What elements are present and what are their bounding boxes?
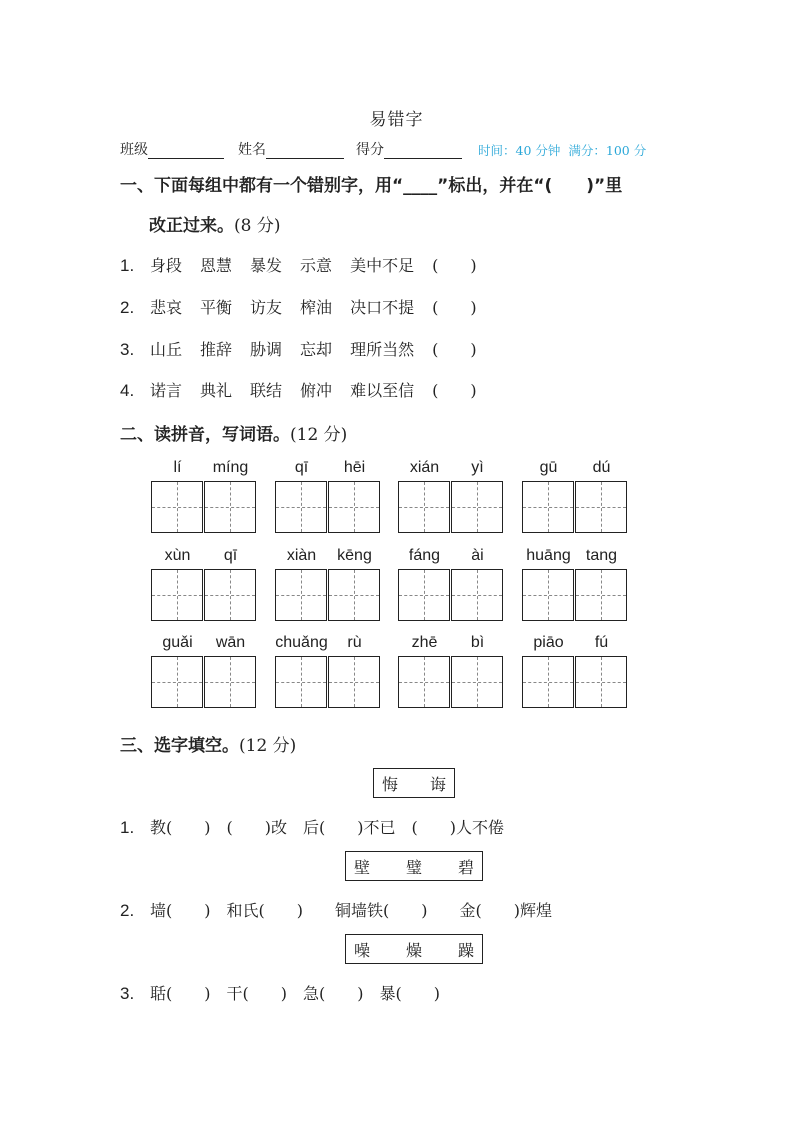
writing-cell[interactable] [328, 569, 380, 621]
pinyin-label: huāng [526, 547, 571, 564]
pinyin-label: hēi [343, 459, 366, 476]
writing-cell[interactable] [204, 656, 256, 708]
word[interactable]: 美中不足 [350, 256, 415, 275]
question-row [120, 253, 477, 276]
writing-cell[interactable] [275, 569, 327, 621]
writing-cell[interactable] [575, 481, 627, 533]
word[interactable]: 典礼 [200, 381, 233, 400]
answer-parentheses[interactable]: ( ) [432, 381, 477, 400]
pinyin-label: wān [215, 634, 246, 651]
pinyin-label: bì [470, 634, 485, 651]
item-number: 1. [120, 256, 135, 275]
pinyin-label: chuǎng [275, 634, 328, 651]
choice-char: 壁 [354, 857, 371, 877]
writing-cell[interactable] [522, 569, 574, 621]
word[interactable]: 难以至信 [350, 381, 415, 400]
student-info-bar [120, 139, 646, 159]
item-number: 4. [120, 381, 135, 400]
pinyin-label: tang [585, 547, 618, 564]
writing-cell[interactable] [522, 656, 574, 708]
section3-heading-text: 三、选字填空。 [120, 736, 239, 756]
writing-cell[interactable] [398, 656, 450, 708]
full-score-meta: 满分：100 分 [568, 143, 647, 158]
char-choice-box-1 [373, 768, 455, 798]
fill-line-3 [120, 981, 440, 1004]
word[interactable]: 诺言 [150, 381, 183, 400]
section1-heading-line2 [149, 211, 280, 236]
section2-score: (12 分) [290, 425, 348, 445]
pinyin-label: xiàn [286, 547, 317, 564]
choice-char: 悔 [382, 774, 399, 794]
word[interactable]: 暴发 [250, 256, 283, 275]
writing-cell[interactable] [398, 569, 450, 621]
word[interactable]: 推辞 [200, 340, 233, 359]
question-row [120, 378, 477, 401]
pinyin-label: kēng [337, 547, 372, 564]
word[interactable]: 决口不提 [350, 298, 415, 317]
word[interactable]: 山丘 [150, 340, 183, 359]
fill-text[interactable]: 聒( ) 干( ) 急( ) 暴( ) [150, 984, 440, 1003]
choice-char: 碧 [457, 857, 474, 877]
section1-heading-line1: 一、下面每组中都有一个错别字，用“____”标出，并在“( )”里 [120, 176, 623, 196]
section3-score: (12 分) [239, 736, 297, 756]
question-row [120, 337, 477, 360]
item-number: 2. [120, 298, 135, 317]
writing-cell[interactable] [398, 481, 450, 533]
word[interactable]: 联结 [250, 381, 283, 400]
pinyin-label: gū [539, 459, 558, 476]
writing-cell[interactable] [151, 569, 203, 621]
word[interactable]: 悲哀 [150, 298, 183, 317]
pinyin-label: rù [347, 634, 362, 651]
word[interactable]: 平衡 [200, 298, 233, 317]
name-label: 姓名 [238, 142, 266, 158]
pinyin-label: míng [212, 459, 249, 476]
pinyin-label: xùn [164, 547, 191, 564]
score-blank[interactable] [384, 144, 462, 159]
choice-char: 躁 [457, 940, 474, 960]
section1-score: (8 分) [234, 216, 281, 236]
fill-text[interactable]: 墙( ) 和氏( ) 铜墙铁( ) 金( )辉煌 [150, 901, 552, 920]
class-label: 班级 [120, 142, 148, 158]
choice-char: 噪 [354, 940, 371, 960]
writing-cell[interactable] [151, 481, 203, 533]
section3-heading [120, 731, 296, 756]
pinyin-label: fáng [408, 547, 441, 564]
word[interactable]: 示意 [300, 256, 333, 275]
pinyin-label: yì [471, 459, 484, 476]
writing-cell[interactable] [451, 481, 503, 533]
word[interactable]: 理所当然 [350, 340, 415, 359]
writing-cell[interactable] [575, 656, 627, 708]
writing-cell[interactable] [328, 481, 380, 533]
name-blank[interactable] [266, 144, 344, 159]
word[interactable]: 恩慧 [200, 256, 233, 275]
word[interactable]: 胁调 [250, 340, 283, 359]
writing-cell[interactable] [275, 656, 327, 708]
class-blank[interactable] [148, 144, 224, 159]
char-choice-box-2 [345, 851, 483, 881]
pinyin-label: ài [471, 547, 484, 564]
writing-cell[interactable] [275, 481, 327, 533]
writing-cell[interactable] [451, 656, 503, 708]
pinyin-label: piāo [533, 634, 564, 651]
char-choice-box-3 [345, 934, 483, 964]
writing-cell[interactable] [151, 656, 203, 708]
question-row [120, 295, 477, 318]
writing-cell[interactable] [204, 569, 256, 621]
pinyin-label: lí [173, 459, 182, 476]
pinyin-label: qī [223, 547, 238, 564]
pinyin-label: guǎi [162, 634, 193, 651]
item-number: 3. [120, 340, 135, 359]
pinyin-label: dú [592, 459, 611, 476]
answer-parentheses[interactable]: ( ) [432, 340, 477, 359]
fill-line-2 [120, 898, 552, 921]
writing-cell[interactable] [575, 569, 627, 621]
fill-line-1 [120, 815, 504, 838]
choice-char: 燥 [405, 940, 422, 960]
word[interactable]: 俯冲 [300, 381, 333, 400]
choice-char: 诲 [429, 774, 446, 794]
writing-cell[interactable] [204, 481, 256, 533]
page-title: 易错字 [369, 110, 424, 130]
score-label: 得分 [356, 142, 384, 158]
choice-char: 璧 [405, 857, 422, 877]
writing-cell[interactable] [451, 569, 503, 621]
fill-text[interactable]: 教( ) ( )改 后( )不已 ( )人不倦 [150, 818, 504, 837]
writing-cell[interactable] [522, 481, 574, 533]
answer-parentheses[interactable]: ( ) [432, 256, 477, 275]
pinyin-label: xián [409, 459, 440, 476]
answer-parentheses[interactable]: ( ) [432, 298, 477, 317]
word[interactable]: 榨油 [300, 298, 333, 317]
word[interactable]: 访友 [250, 298, 283, 317]
pinyin-label: zhē [411, 634, 438, 651]
item-number: 3. [120, 984, 135, 1003]
pinyin-label: qī [294, 459, 309, 476]
pinyin-label: fú [594, 634, 609, 651]
word[interactable]: 忘却 [300, 340, 333, 359]
word[interactable]: 身段 [150, 256, 183, 275]
time-meta: 时间：40 分钟 [478, 143, 561, 158]
item-number: 1. [120, 818, 135, 837]
section1-heading-text: 改正过来。 [149, 216, 234, 236]
section2-heading-text: 二、读拼音，写词语。 [120, 425, 290, 445]
section2-heading [120, 420, 347, 445]
item-number: 2. [120, 901, 135, 920]
writing-cell[interactable] [328, 656, 380, 708]
